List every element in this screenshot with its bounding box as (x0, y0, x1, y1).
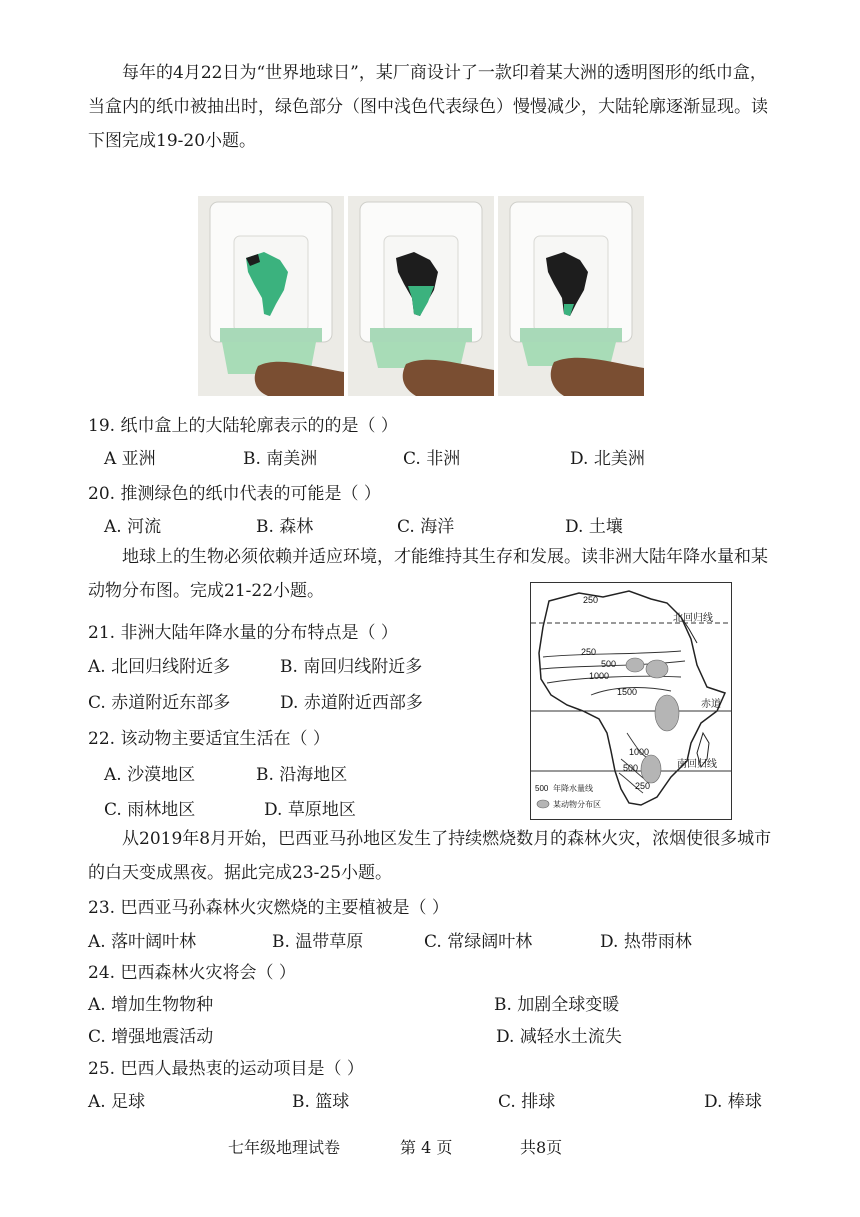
q22-option-d[interactable]: D. 草原地区 (264, 800, 356, 820)
tissue-box-photos (198, 196, 644, 396)
q21-option-c[interactable]: C. 赤道附近东部多 (88, 693, 231, 713)
footer-subject: 七年级地理试卷 (228, 1138, 341, 1157)
q24-option-c[interactable]: C. 增强地震活动 (88, 1027, 214, 1047)
footer-page-number: 第 4 页 (400, 1138, 453, 1157)
intro-paragraph-21-22: 地球上的生物必须依赖并适应环境，才能维持其生存和发展。读非洲大陆年降水量和某动物分布图。完成21-22小题。 (88, 547, 768, 601)
iso-label-500-south: 500 (623, 763, 639, 773)
south-tropic-label: 南回归线 (677, 759, 717, 770)
intro-paragraph-19-20: 每年的4月22日为“世界地球日”，某厂商设计了一款印着某大洲的透明图形的纸巾盒，当盒内的纸巾被抽出时，绿色部分（图中浅色代表绿色）慢慢减少，大陆轮廓逐渐显现。读下图完成19-20小题。 (88, 63, 768, 151)
q24-option-b[interactable]: B. 加剧全球变暖 (494, 995, 620, 1015)
iso-label-500: 500 (601, 659, 617, 669)
q20-option-d[interactable]: D. 土壤 (565, 517, 623, 537)
iso-label-250-north: 250 (583, 595, 599, 605)
question-19: 19. 纸巾盒上的大陆轮廓表示的的是（ ） (88, 416, 398, 436)
q23-option-a[interactable]: A. 落叶阔叶林 (88, 932, 197, 952)
iso-label-1000-south: 1000 (629, 747, 650, 757)
iso-label-1500: 1500 (617, 687, 638, 697)
question-21: 21. 非洲大陆年降水量的分布特点是（ ） (88, 623, 398, 643)
q21-option-a[interactable]: A. 北回归线附近多 (88, 657, 231, 677)
legend-area-label: 某动物分布区 (553, 800, 601, 809)
question-20: 20. 推测绿色的纸巾代表的可能是（ ） (88, 484, 381, 504)
africa-precipitation-map (530, 582, 732, 820)
tissue-box-photo-2 (348, 196, 494, 396)
q22-option-b[interactable]: B. 沿海地区 (256, 765, 348, 785)
tissue-box-photo-1 (198, 196, 344, 396)
q21-option-d[interactable]: D. 赤道附近西部多 (280, 693, 423, 713)
q19-option-c[interactable]: C. 非洲 (403, 449, 461, 469)
animal-area-3 (655, 695, 679, 731)
legend-line-value: 500 (535, 784, 549, 793)
q23-option-c[interactable]: C. 常绿阔叶林 (424, 932, 533, 952)
iso-label-1000: 1000 (589, 671, 610, 681)
q20-option-c[interactable]: C. 海洋 (397, 517, 455, 537)
animal-area-2 (646, 660, 668, 678)
iso-label-250-south: 250 (635, 781, 651, 791)
question-22: 22. 该动物主要适宜生活在（ ） (88, 729, 330, 749)
q22-option-c[interactable]: C. 雨林地区 (104, 800, 196, 820)
animal-area-1 (626, 658, 644, 672)
q25-option-a[interactable]: A. 足球 (88, 1092, 146, 1112)
question-23: 23. 巴西亚马孙森林火灾燃烧的主要植被是（ ） (88, 898, 449, 918)
q19-option-d[interactable]: D. 北美洲 (570, 449, 645, 469)
q20-option-a[interactable]: A. 河流 (104, 517, 162, 537)
q23-option-d[interactable]: D. 热带雨林 (600, 932, 692, 952)
q25-option-c[interactable]: C. 排球 (498, 1092, 556, 1112)
question-25: 25. 巴西人最热衷的运动项目是（ ） (88, 1059, 364, 1079)
q23-option-b[interactable]: B. 温带草原 (272, 932, 364, 952)
q19-option-a[interactable]: A 亚洲 (104, 449, 156, 469)
legend-line-label: 年降水量线 (553, 784, 593, 793)
q21-option-b[interactable]: B. 南回归线附近多 (280, 657, 423, 677)
q24-option-a[interactable]: A. 增加生物物种 (88, 995, 214, 1015)
q24-option-d[interactable]: D. 减轻水土流失 (496, 1027, 622, 1047)
legend-area-swatch (537, 800, 549, 808)
tissue-box-photo-3 (498, 196, 644, 396)
equator-label: 赤道 (701, 699, 721, 710)
q22-option-a[interactable]: A. 沙漠地区 (104, 765, 196, 785)
q25-option-d[interactable]: D. 棒球 (704, 1092, 762, 1112)
intro-paragraph-23-25: 从2019年8月开始，巴西亚马孙地区发生了持续燃烧数月的森林火灾，浓烟使很多城市的白天变成黑夜。据此完成23-25小题。 (88, 829, 772, 883)
q19-option-b[interactable]: B. 南美洲 (243, 449, 318, 469)
footer-total-pages: 共8页 (520, 1138, 563, 1157)
animal-area-4 (641, 755, 661, 783)
north-tropic-label: 北回归线 (673, 613, 713, 624)
q25-option-b[interactable]: B. 篮球 (292, 1092, 350, 1112)
question-24: 24. 巴西森林火灾将会（ ） (88, 963, 296, 983)
q20-option-b[interactable]: B. 森林 (256, 517, 314, 537)
iso-label-250: 250 (581, 647, 597, 657)
